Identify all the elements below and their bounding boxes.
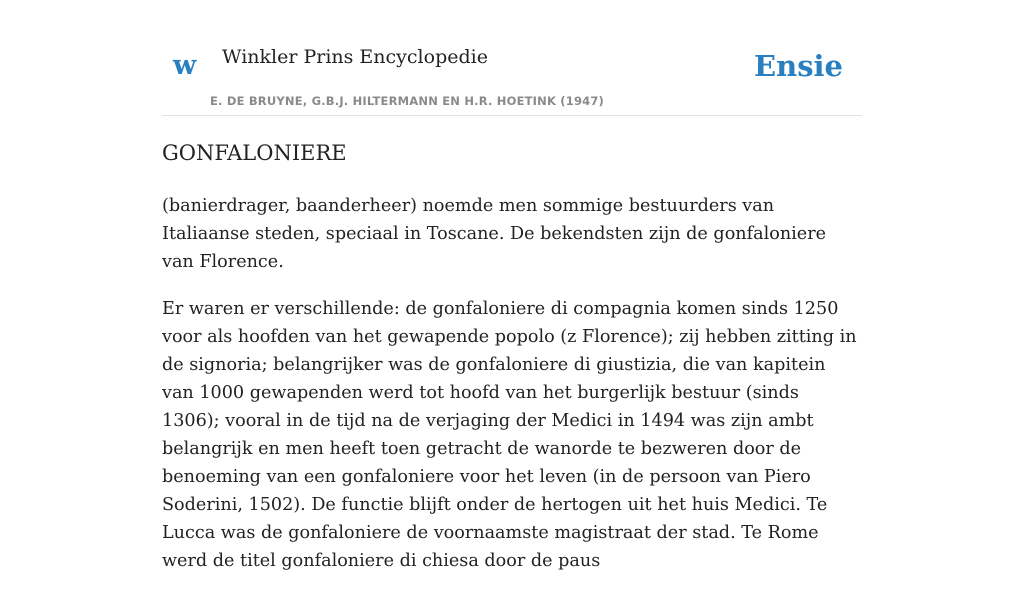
article-paragraph: Er waren er verschillende: de gonfaloniere di compagnia komen sinds 1250 voor als hoofden van het gewapende popolo (z Florence); zij hebben zitting in de signoria; belangrijker was de gonfaloniere di giustizia, die van kapitein van 1000 gewapenden werd tot hoofd van het burgerlijk bestuur (sinds 1306); vooral in de tijd na de verjaging der Medici in 1494 was zijn ambt belangrijk en men heeft toen getracht de wanorde te bezweren door de benoeming van een gonfaloniere voor het leven (in de persoon van Piero Soderini, 1502). De functie blijft onder de hertogen uit het huis Medici. Te Lucca was de gonfaloniere de voornaamste magistraat der stad. Te Rome werd de titel gonfaloniere di chiesa door de paus <box>162 299 857 571</box>
article-body <box>162 192 862 594</box>
article-title: GONFALONIERE <box>162 141 347 165</box>
header <box>162 0 862 116</box>
logo-w-icon[interactable]: w <box>173 50 197 81</box>
ensie-brand-link[interactable]: Ensie <box>754 49 843 83</box>
page <box>162 0 862 571</box>
article-paragraph: (banierdrager, baanderheer) noemde men sommige bestuurders van Italiaanse steden, speciaal in Toscane. De bekendsten zijn de gonfaloniere van Florence. <box>162 196 827 272</box>
authors-line: E. DE BRUYNE, G.B.J. HILTERMANN EN H.R. HOETINK (1947) <box>210 94 605 108</box>
site-title[interactable]: Winkler Prins Encyclopedie <box>222 46 488 68</box>
